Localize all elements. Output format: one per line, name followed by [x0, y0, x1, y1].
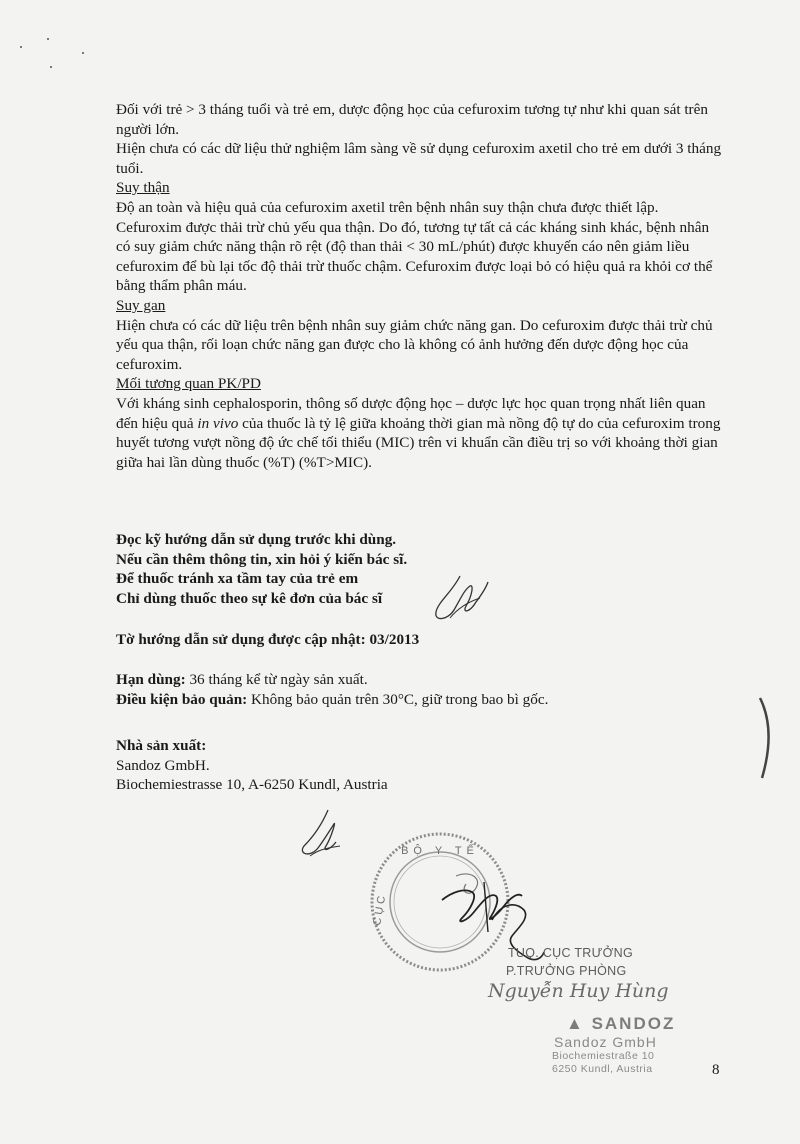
body-paragraph: [116, 394, 726, 472]
seal-side-text: CỤC: [371, 892, 389, 927]
shelf-life-value: 36 tháng kể từ ngày sản xuất.: [185, 671, 368, 688]
body-text: [116, 100, 726, 472]
paragraph-text: của thuốc là tỷ lệ giữa khoảng thời gian mà nồng độ tự do của cefuroxim trong huyết tương vượt nồng độ ức chế tối thiểu (MIC) trên vi khuẩn cần điều trị so với khoảng thời gian giữa hai lần dùng thuốc (%T) (%T>MIC).: [116, 414, 721, 471]
manufacturer-label: Nhà sản xuất:: [116, 737, 207, 754]
manufacturer-stamp: [552, 1014, 722, 1076]
approval-block: [488, 944, 708, 1002]
body-paragraph: Cefuroxim được thải trừ chủ yếu qua thận. Do đó, tương tự tất cả các kháng sinh khác, bệnh nhân có suy giảm chức năng thận rõ rệt (độ than thải < 30 mL/phút) được khuyến cáo nên giảm liều cefuroxim để bù lại tốc độ thải trừ thuốc chậm. Cefuroxim được loại bỏ có hiệu quả ra khỏi cơ thể bằng thẩm phân máu.: [116, 218, 713, 295]
body-paragraph: Hiện chưa có các dữ liệu thử nghiệm lâm sàng về sử dụng cefuroxim axetil cho trẻ em dưới 3 tháng tuổi.: [116, 140, 722, 177]
manufacturer-address: Biochemiestrasse 10, A-6250 Kundl, Austria: [116, 776, 388, 794]
scan-speck: [82, 52, 84, 54]
section-heading: Suy gan: [116, 296, 166, 314]
paragraph-text: Với kháng sinh cephalosporin, thông số dược động học – dược lực học quan trọng nhất liên quan đến hiệu quả: [116, 394, 706, 432]
section-heading: Suy thận: [116, 179, 170, 197]
manufacturer-name: Sandoz GmbH.: [116, 756, 210, 774]
seal-top-text: BỘ Y TẾ: [401, 845, 479, 857]
warning-line: Để thuốc tránh xa tầm tay của trẻ em: [116, 570, 359, 588]
manufacturer-info: [116, 736, 736, 795]
shelf-life-label: Hạn dùng:: [116, 671, 186, 688]
storage-label: Điều kiện bảo quản:: [116, 690, 248, 708]
stamp-brand: [566, 1014, 722, 1034]
updated-date: Tờ hướng dẫn sử dụng được cập nhật: 03/2013: [116, 631, 420, 648]
sandoz-logo-icon: ▲: [566, 1014, 592, 1033]
scan-speck: [47, 38, 49, 40]
scan-speck: [50, 66, 52, 68]
stamp-address-2: 6250 Kundl, Austria: [552, 1063, 653, 1075]
stamp-address-1: Biochemiestraße 10: [552, 1050, 655, 1062]
shelf-life-line: [116, 670, 736, 690]
warning-line: Đọc kỹ hướng dẫn sử dụng trước khi dùng.: [116, 531, 397, 548]
stamp-brand-text: SANDOZ: [591, 1014, 676, 1033]
storage-info: [116, 670, 736, 709]
stamp-company: Sandoz GmbH: [554, 1034, 657, 1050]
page-number: 8: [712, 1062, 720, 1078]
scan-speck: [20, 46, 22, 48]
body-paragraph: Đối với trẻ > 3 tháng tuổi và trẻ em, dược động học của cefuroxim tương tự như khi quan sát trên người lớn.: [116, 101, 708, 138]
signature-mark: [430, 572, 490, 628]
body-paragraph: Độ an toàn và hiệu quả của cefuroxim axetil trên bệnh nhân suy thận chưa được thiết lập.: [116, 198, 659, 216]
margin-mark: [756, 694, 776, 784]
storage-value: Không bảo quản trên 30°C, giữ trong bao bì gốc.: [247, 690, 549, 708]
approval-signer-name: Nguyễn Huy Hùng: [488, 980, 669, 1002]
approval-title-1: TUQ. CỤC TRƯỞNG: [508, 946, 633, 960]
signature-mark: [296, 806, 346, 864]
storage-line: [116, 690, 736, 710]
warnings-block: [116, 530, 726, 608]
section-heading: Mối tương quan PK/PD: [116, 375, 261, 393]
paragraph-italic-text: in vivo: [197, 414, 239, 432]
warning-line: Chỉ dùng thuốc theo sự kê đơn của bác sĩ: [116, 589, 383, 607]
body-paragraph: Hiện chưa có các dữ liệu trên bệnh nhân suy giảm chức năng gan. Do cefuroxim được thải trừ chủ yếu qua thận, rối loạn chức năng gan được cho là không có ảnh hưởng đến dược động học của cefuroxim.: [116, 316, 713, 373]
approval-title-2: P.TRƯỞNG PHÒNG: [506, 964, 627, 978]
warning-line: Nếu cần thêm thông tin, xin hỏi ý kiến bác sĩ.: [116, 550, 408, 568]
